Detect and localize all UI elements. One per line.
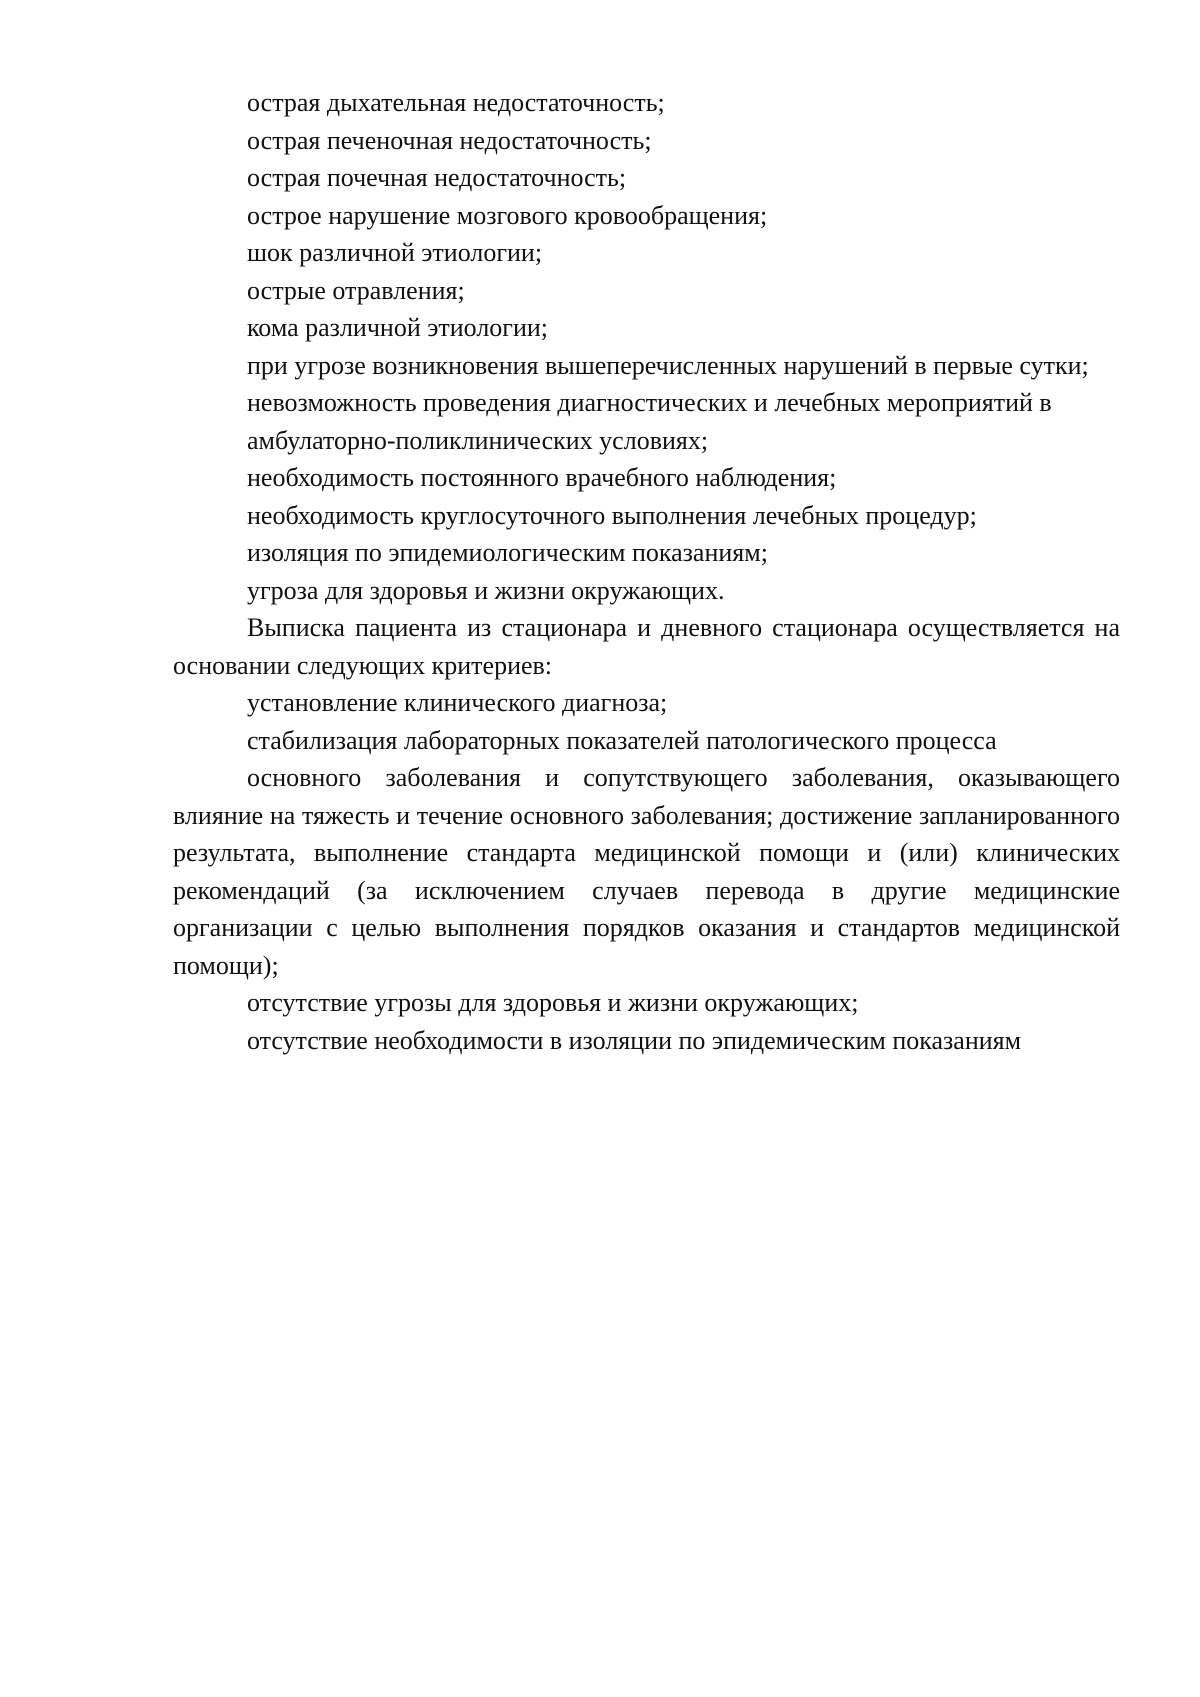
condition-item: необходимость круглосуточного выполнения лечебных процедур;	[247, 500, 977, 530]
document-body	[173, 84, 1120, 1059]
list-item: шок различной этиологии;	[247, 238, 543, 267]
threat-paragraph: при угрозе возникновения вышеперечисленных нарушений в первые сутки;	[247, 350, 1089, 380]
list-item: острая дыхательная недостаточность;	[247, 88, 665, 117]
condition-item: необходимость постоянного врачебного наблюдения;	[247, 463, 837, 492]
discharge-intro-paragraph: Выписка пациента из стационара и дневного стационара осуществляется на основании следующих критериев:	[173, 613, 1120, 680]
list-item: острая печеночная недостаточность;	[247, 125, 652, 155]
criteria-paragraph: основного заболевания и сопутствующего заболевания, оказывающего влияние на тяжесть и течение основного заболевания; достижение запланированного результата, выполнение стандарта медицинской помощи и (или) клинических рекомендаций (за исключением случаев перевода в другие медицинские организации с целью выполнения порядков оказания и стандартов медицинской помощи);	[173, 763, 1120, 980]
criteria-item: стабилизация лабораторных показателей патологического процесса	[247, 725, 997, 755]
condition-item: невозможность проведения диагностических и лечебных мероприятий в амбулаторно-поликлинических условиях;	[247, 388, 1052, 455]
list-item: кома различной этиологии;	[247, 313, 549, 342]
list-item: острая почечная недостаточность;	[247, 163, 627, 192]
final-item: отсутствие необходимости в изоляции по эпидемическим показаниям	[247, 1025, 1022, 1055]
condition-item: угроза для здоровья и жизни окружающих.	[247, 575, 725, 605]
list-item: острое нарушение мозгового кровообращения;	[247, 200, 768, 230]
condition-item: изоляция по эпидемиологическим показаниям;	[247, 538, 768, 567]
criteria-item: установление клинического диагноза;	[247, 688, 668, 717]
list-item: острые отравления;	[247, 275, 465, 305]
final-item: отсутствие угрозы для здоровья и жизни окружающих;	[247, 988, 859, 1017]
